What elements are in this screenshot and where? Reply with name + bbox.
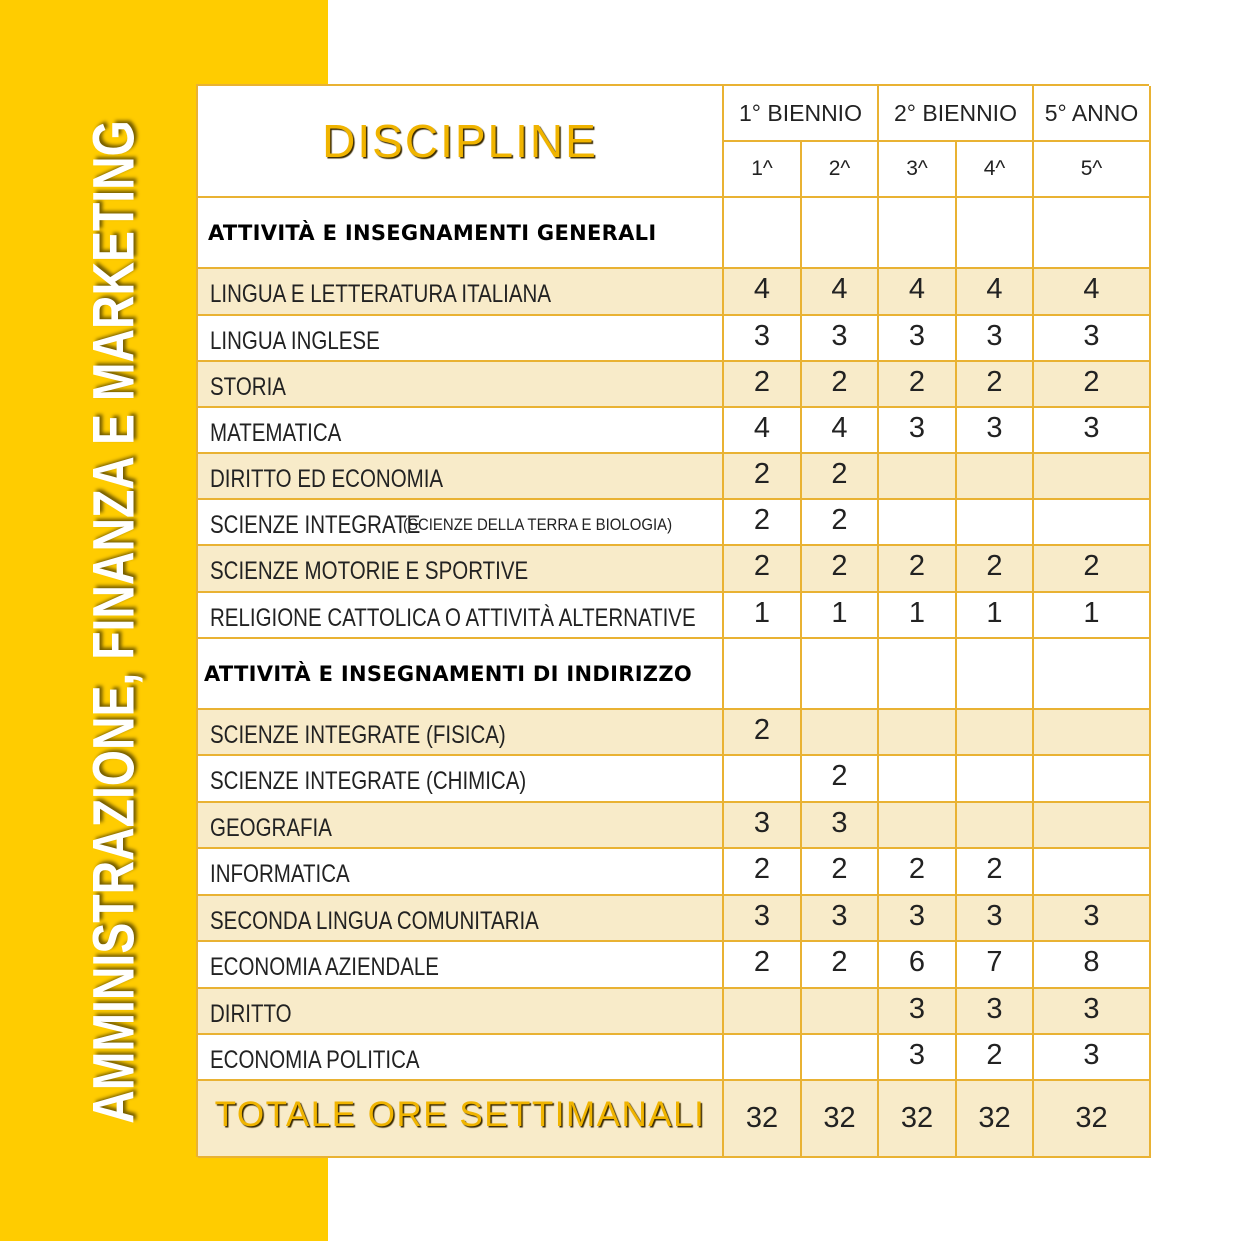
subject-name: ECONOMIA POLITICA (198, 1035, 724, 1081)
empty-cell (1034, 639, 1151, 710)
hours-cell: 3 (957, 408, 1034, 454)
hours-cell: 2 (724, 454, 802, 500)
hours-cell (1034, 803, 1151, 849)
section-title: ATTIVITÀ E INSEGNAMENTI GENERALI (198, 198, 724, 269)
hours-cell: 3 (957, 316, 1034, 362)
empty-cell (1034, 198, 1151, 269)
hours-cell: 2 (879, 362, 957, 408)
year-header: 2^ (802, 142, 879, 198)
empty-cell (802, 639, 879, 710)
hours-cell (879, 500, 957, 546)
hours-cell (957, 500, 1034, 546)
curriculum-table (196, 84, 1149, 1157)
subject-name: MATEMATICA (198, 408, 724, 454)
hours-cell: 3 (802, 896, 879, 942)
hours-cell: 2 (879, 849, 957, 896)
hours-cell: 2 (957, 1035, 1034, 1081)
hours-cell: 3 (1034, 1035, 1151, 1081)
hours-cell: 3 (957, 989, 1034, 1035)
hours-cell: 8 (1034, 942, 1151, 989)
subject-name: DIRITTO (198, 989, 724, 1035)
total-hours-cell: 32 (802, 1081, 879, 1158)
total-hours-cell: 32 (957, 1081, 1034, 1158)
hours-cell: 1 (879, 593, 957, 639)
subject-name: STORIA (198, 362, 724, 408)
empty-cell (724, 198, 802, 269)
hours-cell: 3 (1034, 408, 1151, 454)
hours-cell: 1 (1034, 593, 1151, 639)
hours-cell: 4 (957, 269, 1034, 316)
hours-cell: 1 (802, 593, 879, 639)
hours-cell (724, 1035, 802, 1081)
hours-cell (879, 454, 957, 500)
hours-cell: 3 (879, 896, 957, 942)
hours-cell (1034, 500, 1151, 546)
section-title: ATTIVITÀ E INSEGNAMENTI DI INDIRIZZO (198, 639, 724, 710)
hours-cell: 2 (957, 362, 1034, 408)
hours-cell: 2 (802, 500, 879, 546)
hours-cell: 2 (802, 546, 879, 593)
hours-cell (724, 756, 802, 803)
empty-cell (957, 198, 1034, 269)
hours-cell: 2 (724, 546, 802, 593)
hours-cell: 3 (879, 408, 957, 454)
hours-cell: 2 (1034, 546, 1151, 593)
total-hours-cell: 32 (724, 1081, 802, 1158)
hours-cell: 6 (879, 942, 957, 989)
hours-cell: 4 (1034, 269, 1151, 316)
subject-name: LINGUA E LETTERATURA ITALIANA (198, 269, 724, 316)
hours-cell: 3 (879, 1035, 957, 1081)
subject-name: SCIENZE INTEGRATE (SCIENZE DELLA TERRA E BIOLOGIA) (198, 500, 724, 546)
hours-cell: 3 (1034, 896, 1151, 942)
hours-cell: 2 (724, 942, 802, 989)
total-label: TOTALE ORE SETTIMANALI (198, 1081, 724, 1158)
hours-cell: 4 (724, 408, 802, 454)
hours-cell: 2 (802, 942, 879, 989)
hours-cell: 2 (802, 362, 879, 408)
hours-cell: 2 (724, 362, 802, 408)
hours-cell: 2 (957, 546, 1034, 593)
hours-cell (879, 803, 957, 849)
group-header-quinto-anno: 5° ANNO (1034, 86, 1151, 142)
year-header: 5^ (1034, 142, 1151, 198)
hours-cell: 2 (802, 849, 879, 896)
hours-cell: 7 (957, 942, 1034, 989)
hours-cell: 3 (724, 896, 802, 942)
hours-cell: 2 (802, 454, 879, 500)
hours-cell: 2 (802, 756, 879, 803)
subject-name: LINGUA INGLESE (198, 316, 724, 362)
subject-name: DIRITTO ED ECONOMIA (198, 454, 724, 500)
hours-cell: 3 (724, 316, 802, 362)
group-header-biennio-2: 2° BIENNIO (879, 86, 1034, 142)
hours-cell: 4 (724, 269, 802, 316)
hours-cell: 3 (879, 316, 957, 362)
year-header: 4^ (957, 142, 1034, 198)
hours-cell (879, 756, 957, 803)
hours-cell (957, 454, 1034, 500)
subject-note: (SCIENZE DELLA TERRA E BIOLOGIA) (402, 515, 672, 534)
subject-name: INFORMATICA (198, 849, 724, 896)
hours-cell (957, 710, 1034, 756)
hours-cell (724, 989, 802, 1035)
subject-name: GEOGRAFIA (198, 803, 724, 849)
vertical-title: AMMINISTRAZIONE, FINANZA E MARKETING (81, 120, 147, 1124)
hours-cell: 4 (802, 408, 879, 454)
hours-cell: 2 (1034, 362, 1151, 408)
subject-name: RELIGIONE CATTOLICA O ATTIVITÀ ALTERNATIVE (198, 593, 724, 639)
hours-cell (957, 803, 1034, 849)
subject-name: SCIENZE INTEGRATE (FISICA) (198, 710, 724, 756)
hours-cell: 4 (879, 269, 957, 316)
hours-cell: 3 (1034, 316, 1151, 362)
subject-name: SCIENZE INTEGRATE (CHIMICA) (198, 756, 724, 803)
subject-name: SECONDA LINGUA COMUNITARIA (198, 896, 724, 942)
empty-cell (802, 198, 879, 269)
hours-cell (879, 710, 957, 756)
hours-cell (802, 710, 879, 756)
empty-cell (724, 639, 802, 710)
hours-cell: 2 (724, 500, 802, 546)
discipline-header: DISCIPLINE (198, 86, 724, 198)
empty-cell (879, 639, 957, 710)
hours-cell (802, 1035, 879, 1081)
hours-cell (1034, 756, 1151, 803)
hours-cell: 2 (724, 710, 802, 756)
hours-cell: 2 (724, 849, 802, 896)
total-hours-cell: 32 (879, 1081, 957, 1158)
hours-cell: 1 (957, 593, 1034, 639)
hours-cell (957, 756, 1034, 803)
hours-cell (1034, 849, 1151, 896)
year-header: 1^ (724, 142, 802, 198)
subject-name: ECONOMIA AZIENDALE (198, 942, 724, 989)
hours-cell: 1 (724, 593, 802, 639)
hours-cell: 3 (1034, 989, 1151, 1035)
year-header: 3^ (879, 142, 957, 198)
hours-cell (802, 989, 879, 1035)
hours-cell: 3 (724, 803, 802, 849)
hours-cell: 3 (957, 896, 1034, 942)
hours-cell: 3 (802, 316, 879, 362)
empty-cell (957, 639, 1034, 710)
hours-cell: 3 (879, 989, 957, 1035)
group-header-biennio-1: 1° BIENNIO (724, 86, 879, 142)
subject-name: SCIENZE MOTORIE E SPORTIVE (198, 546, 724, 593)
empty-cell (879, 198, 957, 269)
hours-cell: 2 (879, 546, 957, 593)
hours-cell: 4 (802, 269, 879, 316)
hours-cell (1034, 454, 1151, 500)
total-hours-cell: 32 (1034, 1081, 1151, 1158)
hours-cell: 3 (802, 803, 879, 849)
hours-cell: 2 (957, 849, 1034, 896)
hours-cell (1034, 710, 1151, 756)
